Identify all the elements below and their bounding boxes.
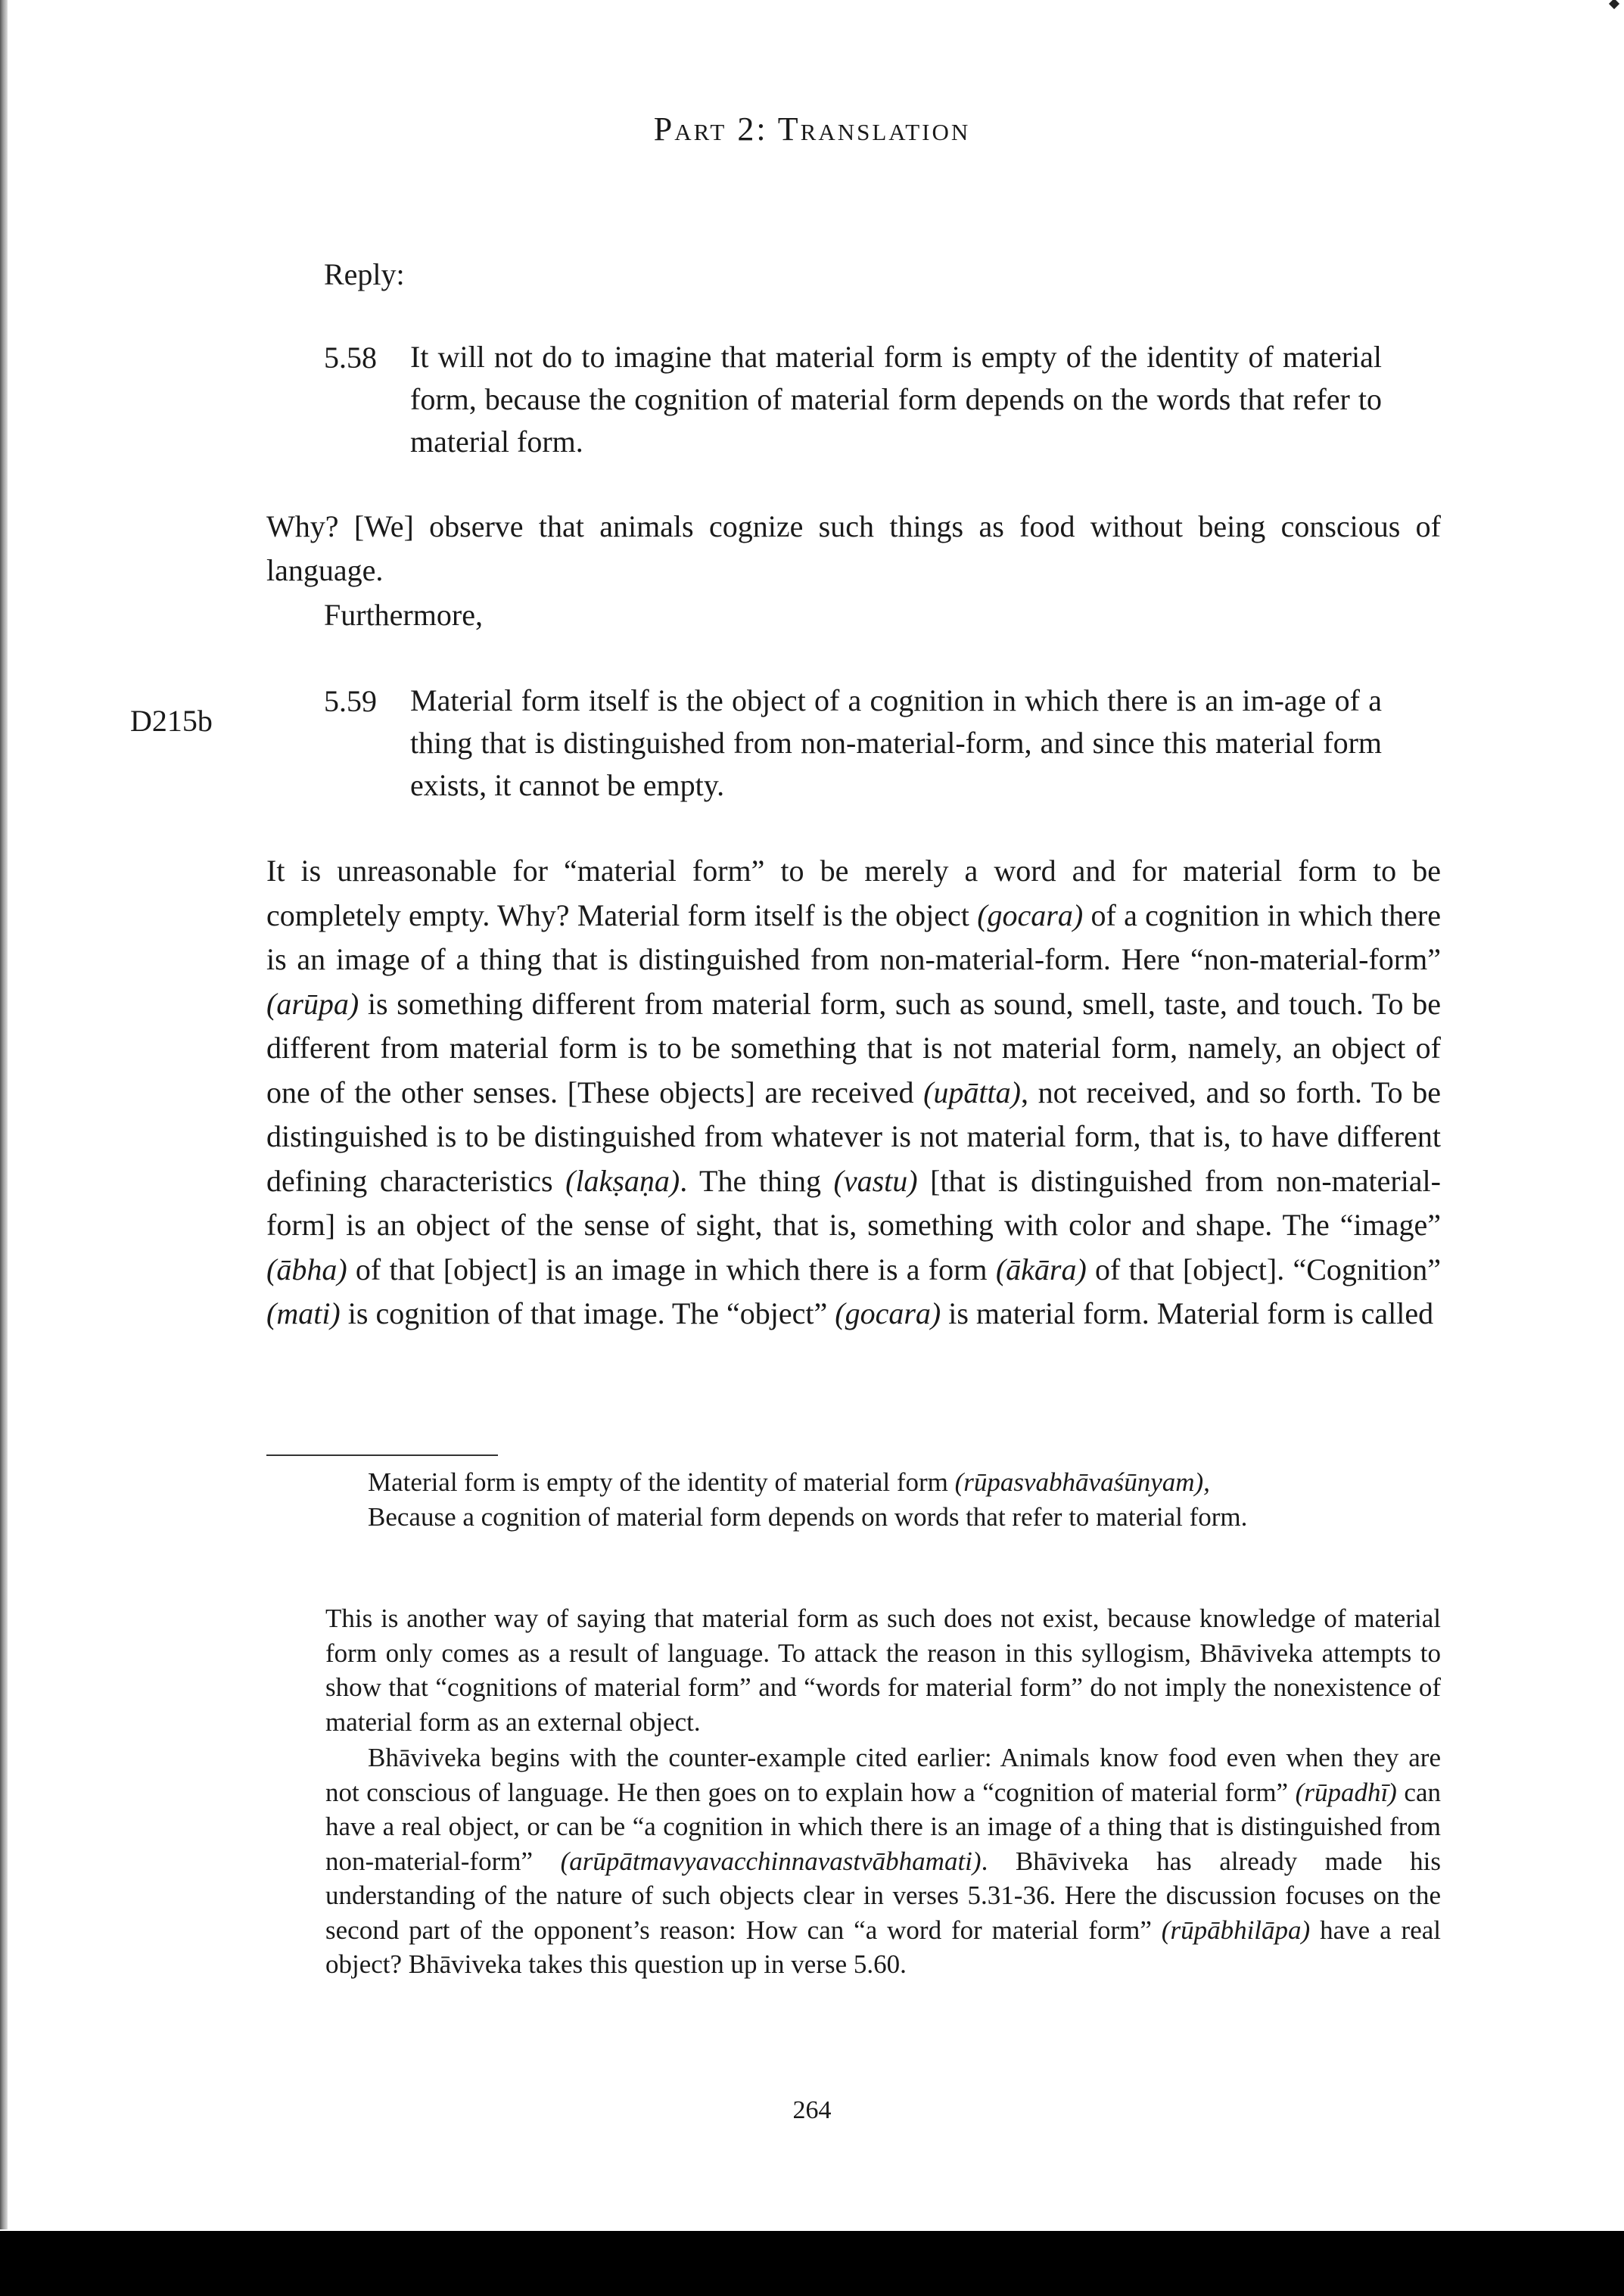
- main-paragraph: It is unreasonable for “material form” to be merely a word and for material form to be completely empty. Why? Material form itself is the object (gocara) of a cognition in which there is an image of a thing that is distinguished from non-material-form. Here “non-material-form” (arūpa) is something different from material form, such as sound, smell, taste, and touch. To be different from material form is to be something that is not material form, namely, an object of one of the other senses. [These objects] are received (upātta), not received, and so forth. To be distinguished is to be distinguished from whatever is not material form, that is, to have different defining characteristics (lakṣaṇa). The thing (vastu) [that is distinguished from non-material-form] is an object of the sense of sight, that is, something with color and shape. The “image” (ābha) of that [object] is an image in which there is a form (ākāra) of that [object]. “Cognition” (mati) is cognition of that image. The “object” (gocara) is material form. Material form is called: [266, 854, 1442, 1330]
- scan-left-edge: [0, 0, 8, 2229]
- term-laksana: (lakṣaṇa): [565, 1163, 680, 1198]
- furthermore-line: Furthermore,: [324, 598, 483, 632]
- term-abha: (ābha): [266, 1252, 347, 1286]
- verse-5-58: It will not do to imagine that material form is empty of the identity of material form, because the cognition of material form depends on the words that refer to material form.: [410, 340, 1382, 459]
- term-gocara: (gocara): [977, 898, 1084, 932]
- term-rupadhi: (rūpadhī): [1295, 1777, 1397, 1807]
- reply-label: Reply:: [324, 257, 405, 291]
- term-akara: (ākāra): [995, 1252, 1087, 1286]
- term-rupabhilapa: (rūpābhilāpa): [1161, 1915, 1311, 1945]
- margin-reference: D215b: [130, 704, 213, 738]
- footnote-paragraph-1: This is another way of saying that material form as such does not exist, because knowledge of material form only comes as a result of language. To attack the reason in this syllogism, Bhāviveka attempts to show that “cognitions of material form” and “words for material form” do not imply the nonexistence of material form as an external object.: [325, 1604, 1441, 1737]
- term-rupasvabhavasunyam: (rūpasvabhāvaśūnyam),: [954, 1467, 1210, 1497]
- page-number: 264: [792, 2096, 832, 2124]
- running-head: Part 2: Translation: [653, 110, 971, 148]
- verse-number-5-59: 5.59: [324, 684, 377, 718]
- term-gocara-2: (gocara): [835, 1296, 941, 1330]
- scan-bottom-band: [0, 2231, 1624, 2296]
- term-arupatma: (arūpātmavyavacchinnavastvābhamati): [560, 1846, 982, 1876]
- footnote-rule: [266, 1454, 498, 1456]
- term-upatta: (upātta): [923, 1075, 1021, 1109]
- verse-number-5-58: 5.58: [324, 341, 377, 375]
- footnote-paragraph-2: Bhāviveka begins with the counter-example cited earlier: Animals know food even when they are not conscious of language. He then goes on to explain how a “cognition of material form” (rūpadhī) can have a real object, or can be “a cognition in which there is an image of a thing that is distinguished from non-material-form” (arūpātmavyavacchinnavastvābhamati). Bhāviveka has already made his understanding of the nature of such objects clear in verses 5.31-36. Here the discussion focuses on the second part of the opponent’s reason: How can “a word for material form” (rūpābhilāpa) have a real object? Bhāviveka takes this question up in verse 5.60.: [325, 1743, 1441, 1979]
- term-vastu: (vastu): [833, 1163, 918, 1198]
- term-arupa: (arūpa): [266, 986, 359, 1021]
- paragraph-why: Why? [We] observe that animals cognize such things as food without being conscious of language.: [266, 509, 1441, 587]
- scan-corner-mark: [1609, 0, 1619, 9]
- term-mati: (mati): [266, 1296, 341, 1330]
- footnote-quote: Material form is empty of the identity of material form (rūpasvabhāvaśūnyam), Because a cognition of material form depends on words that refer to material form.: [368, 1467, 1248, 1532]
- verse-5-59: Material form itself is the object of a cognition in which there is an im-age of a thing that is distinguished from non-material-form, and since this material form exists, it cannot be empty.: [410, 683, 1382, 802]
